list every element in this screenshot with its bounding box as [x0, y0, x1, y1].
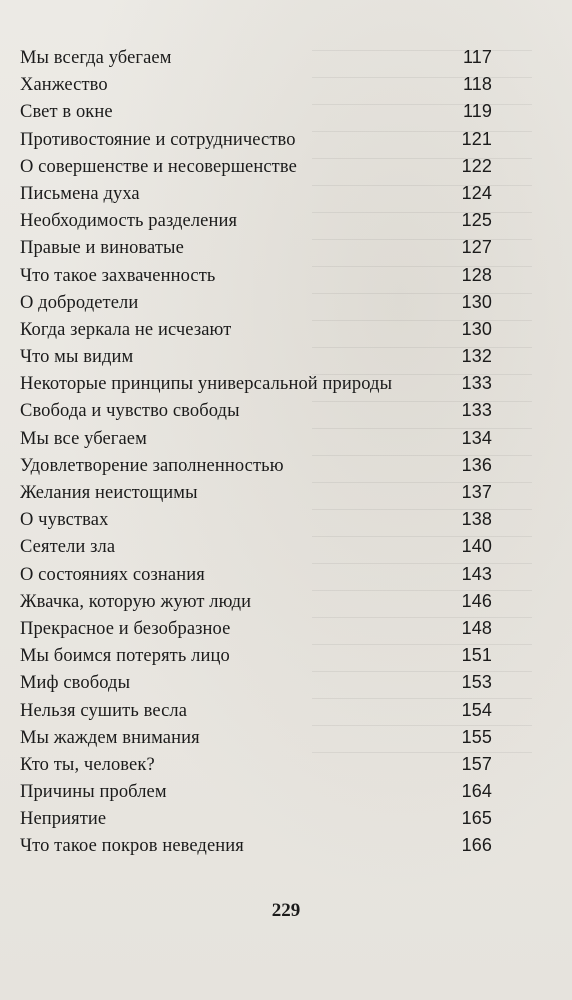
toc-entry-page: 153 [461, 672, 492, 693]
toc-entry-page: 136 [461, 454, 492, 475]
table-of-contents [20, 44, 492, 860]
toc-entry-title: Неприятие [20, 809, 107, 830]
toc-entry-page: 165 [461, 808, 492, 829]
toc-entry-title: Некоторые принципы универсальной природы [20, 374, 393, 395]
toc-entry-title: Жвачка, которую жуют люди [20, 591, 252, 612]
toc-entry-title: Письмена духа [20, 183, 140, 204]
toc-entry-page: 121 [461, 128, 492, 149]
toc-entry [20, 832, 492, 859]
toc-entry [20, 805, 492, 832]
toc-entry-page: 164 [461, 781, 492, 802]
toc-entry [20, 71, 492, 98]
toc-entry-page: 154 [461, 699, 492, 720]
toc-entry-title: Необходимость разделения [20, 211, 238, 232]
toc-entry [20, 615, 492, 642]
toc-entry [20, 289, 492, 316]
toc-entry [20, 751, 492, 778]
toc-entry-page: 133 [461, 373, 492, 394]
toc-entry-title: Свет в окне [20, 102, 113, 123]
toc-entry-title: Мы все убегаем [20, 428, 147, 449]
toc-entry-page: 124 [461, 182, 492, 203]
toc-entry-title: Нельзя сушить весла [20, 700, 188, 721]
toc-entry-title: Когда зеркала не исчезают [20, 319, 232, 340]
toc-entry-title: Причины проблем [20, 782, 167, 803]
toc-entry-page: 132 [461, 346, 492, 367]
toc-entry [20, 126, 492, 153]
toc-entry-title: О добродетели [20, 292, 139, 313]
toc-entry [20, 642, 492, 669]
toc-entry [20, 234, 492, 261]
toc-entry-page: 148 [461, 617, 492, 638]
toc-entry-title: О чувствах [20, 510, 109, 531]
toc-entry [20, 207, 492, 234]
toc-entry [20, 98, 492, 125]
toc-entry-page: 146 [461, 590, 492, 611]
toc-entry [20, 262, 492, 289]
toc-entry-page: 118 [463, 74, 492, 95]
toc-entry-title: О состояниях сознания [20, 564, 205, 585]
toc-entry [20, 425, 492, 452]
toc-entry-page: 138 [461, 509, 492, 530]
toc-entry-page: 133 [461, 400, 492, 421]
toc-entry-page: 122 [461, 155, 492, 176]
toc-entry-page: 130 [461, 318, 492, 339]
toc-entry-title: Мы боимся потерять лицо [20, 646, 230, 667]
toc-entry-page: 137 [461, 482, 492, 502]
toc-entry [20, 533, 492, 560]
toc-entry-title: Свобода и чувство свободы [20, 401, 240, 422]
toc-entry-page: 119 [463, 101, 492, 122]
toc-entry-title: Прекрасное и безобразное [20, 618, 231, 639]
toc-entry-title: О совершенстве и несовершенстве [20, 156, 297, 177]
toc-entry [20, 506, 492, 533]
toc-entry [20, 778, 492, 805]
toc-entry-page: 151 [461, 645, 492, 666]
toc-entry-page: 166 [461, 835, 492, 856]
toc-entry-title: Мы жаждем внимания [20, 727, 200, 748]
toc-entry-title: Сеятели зла [20, 537, 116, 558]
toc-entry [20, 397, 492, 424]
page-number: 229 [271, 900, 301, 921]
toc-entry-page: 140 [461, 536, 492, 557]
toc-entry-page: 127 [461, 237, 492, 258]
toc-entry-page: 155 [461, 726, 492, 747]
toc-entry-title: Ханжество [20, 75, 108, 96]
toc-entry-page: 128 [461, 264, 492, 285]
toc-entry [20, 316, 492, 343]
toc-entry-title: Что такое захваченность [20, 265, 216, 286]
toc-entry-title: Что мы видим [20, 347, 134, 368]
toc-entry [20, 697, 492, 724]
toc-entry [20, 180, 492, 207]
toc-entry [20, 452, 492, 479]
toc-entry-title: Противостояние и сотрудничество [20, 129, 296, 150]
toc-entry-page: 117 [463, 47, 492, 67]
toc-entry-title: Удовлетворение заполненностью [20, 455, 284, 476]
toc-entry [20, 343, 492, 370]
toc-entry [20, 588, 492, 615]
toc-entry-page: 143 [461, 563, 492, 584]
toc-entry [20, 479, 492, 506]
toc-entry-title: Миф свободы [20, 673, 131, 694]
toc-entry [20, 724, 492, 751]
toc-entry-title: Что такое покров неведения [20, 836, 244, 857]
toc-entry [20, 153, 492, 180]
toc-entry [20, 370, 492, 397]
toc-entry-page: 130 [461, 291, 492, 312]
toc-entry-title: Кто ты, человек? [20, 754, 155, 775]
toc-entry [20, 561, 492, 588]
toc-entry-page: 157 [461, 753, 492, 774]
toc-entry-title: Желания неистощимы [20, 483, 198, 503]
toc-entry-title: Правые и виноватые [20, 238, 184, 259]
toc-entry-title: Мы всегда убегаем [20, 48, 172, 68]
toc-entry-page: 134 [461, 427, 492, 448]
toc-entry [20, 669, 492, 696]
toc-entry [20, 44, 492, 71]
toc-entry-page: 125 [461, 210, 492, 231]
